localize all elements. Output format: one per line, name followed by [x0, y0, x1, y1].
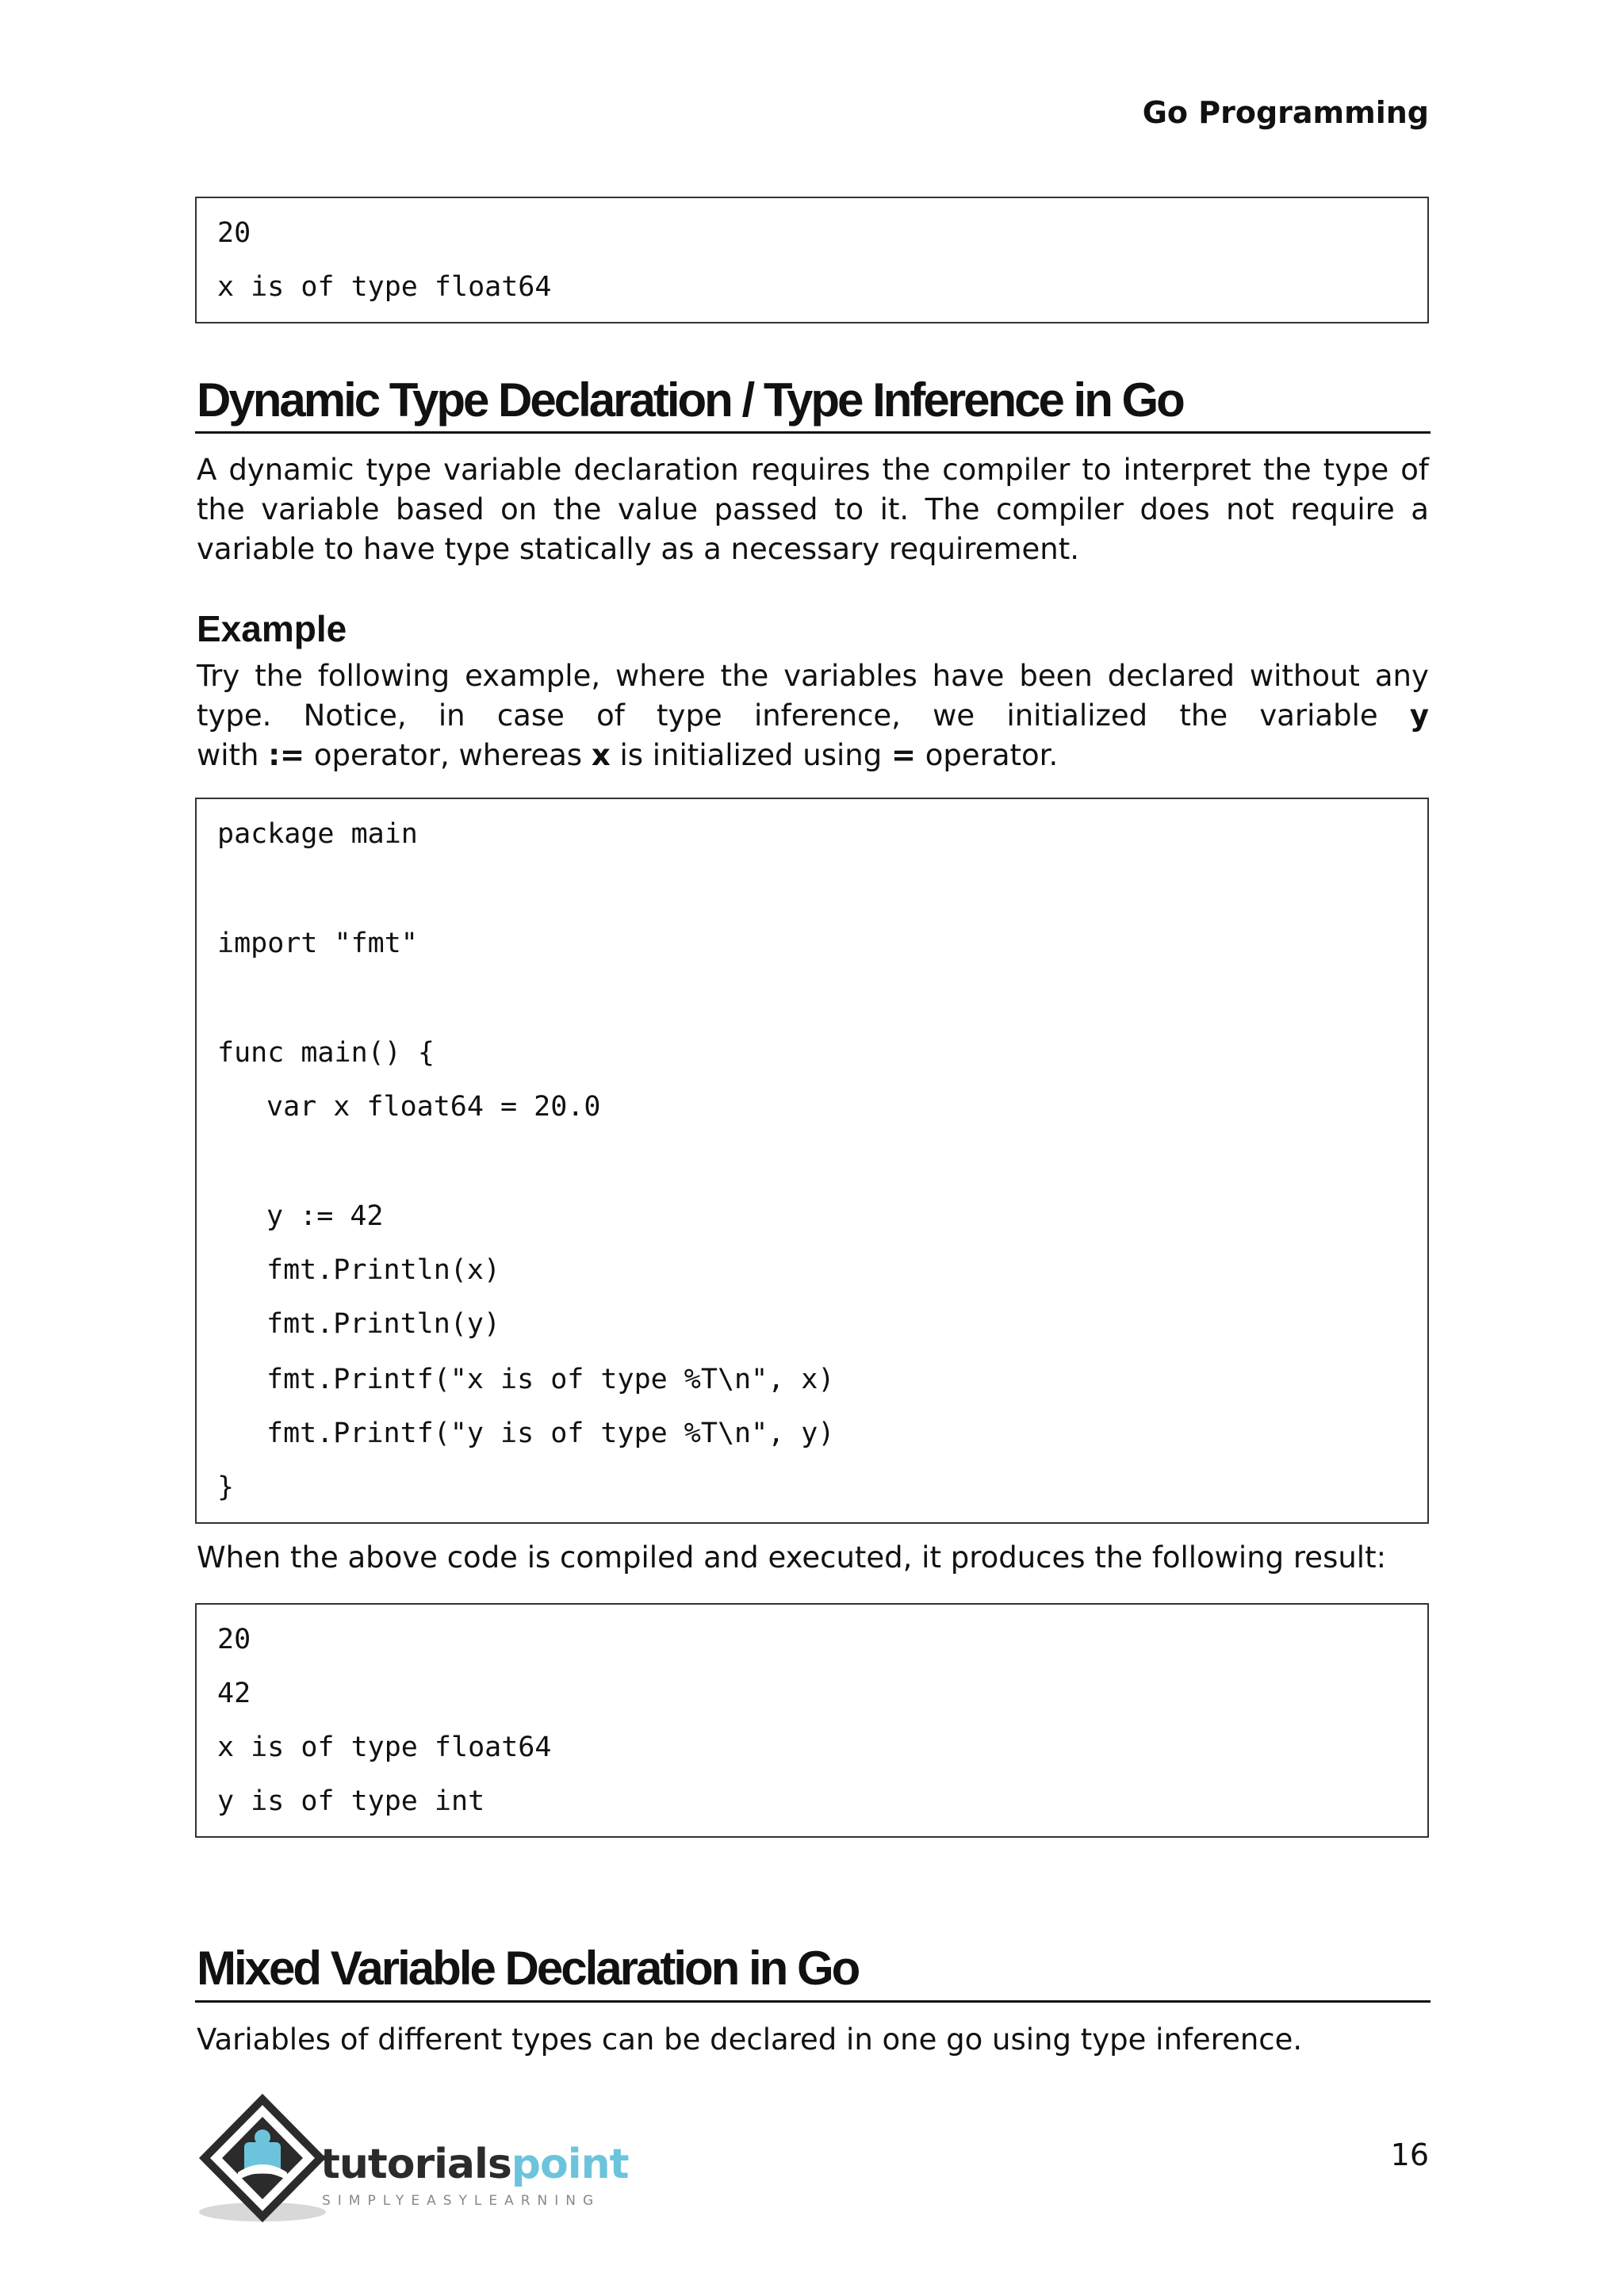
word: value	[617, 492, 699, 526]
intro-text: operator.	[915, 738, 1059, 772]
running-header: Go Programming	[1142, 95, 1429, 130]
word: does	[1139, 492, 1210, 526]
word: Try	[197, 659, 240, 693]
result-intro: When the above code is compiled and executed, it produces the following result:	[197, 1540, 1387, 1575]
heading-rule	[195, 2000, 1431, 2003]
output-line: 42	[217, 1678, 251, 1709]
word: inference,	[753, 698, 901, 733]
word: the	[255, 659, 303, 693]
word: variable	[1259, 698, 1378, 733]
word: have	[932, 659, 1005, 693]
intro-operator: =	[891, 738, 916, 772]
word: been	[1019, 659, 1093, 693]
output-line: x is of type float64	[217, 1732, 552, 1763]
section-paragraph: Variables of different types can be declared in one go using type inference.	[197, 2022, 1303, 2057]
intro-text: with	[197, 738, 269, 772]
heading-rule	[195, 431, 1431, 434]
word: require	[1290, 492, 1395, 526]
word: declared	[1107, 659, 1235, 693]
paragraph-line	[197, 490, 1429, 530]
word: of	[596, 698, 625, 733]
word: the	[1179, 698, 1228, 733]
intro-line	[197, 736, 1429, 775]
code-line: fmt.Println(y)	[266, 1308, 501, 1340]
word: type	[1323, 453, 1389, 487]
word: variable	[261, 492, 380, 526]
output-line: y is of type int	[217, 1785, 485, 1817]
intro-text: operator, whereas	[304, 738, 592, 772]
word: a	[1411, 492, 1429, 526]
word: Notice,	[303, 698, 407, 733]
output-box-1	[195, 197, 1429, 323]
intro-operator: :=	[268, 738, 305, 772]
word: of	[1400, 453, 1429, 487]
section-heading: Mixed Variable Declaration in Go	[197, 1942, 859, 1995]
logo-tagline: SIMPLYEASYLEARNING	[322, 2193, 601, 2209]
word: compiler	[942, 453, 1071, 487]
section-paragraph	[197, 450, 1429, 569]
word: the	[553, 492, 602, 526]
word: in	[438, 698, 465, 733]
word: the	[197, 492, 245, 526]
word: compiler	[995, 492, 1124, 526]
word: type	[366, 453, 432, 487]
page-number: 16	[1390, 2137, 1429, 2172]
code-line: import "fmt"	[217, 928, 418, 959]
word: not	[1226, 492, 1274, 526]
intro-variable: x	[591, 738, 611, 772]
paragraph-line	[197, 450, 1429, 490]
output-line: x is of type float64	[217, 271, 552, 303]
word: the	[1262, 453, 1312, 487]
word: A	[197, 453, 217, 487]
word: type	[657, 698, 722, 733]
code-line: var x float64 = 20.0	[266, 1091, 601, 1123]
example-heading: Example	[197, 608, 347, 649]
word: to	[833, 492, 864, 526]
word: we	[933, 698, 975, 733]
intro-text: is initialized using	[610, 738, 891, 772]
example-intro	[197, 656, 1429, 775]
code-line: func main() {	[217, 1037, 435, 1069]
code-line: fmt.Printf("x is of type %T\n", x)	[266, 1364, 835, 1395]
logo-text-accent: point	[511, 2141, 629, 2188]
paragraph-line: variable to have type statically as a necessary requirement.	[197, 532, 1079, 566]
word: where	[615, 659, 706, 693]
word: on	[500, 492, 538, 526]
word: example,	[465, 659, 601, 693]
word: any	[1374, 659, 1429, 693]
code-line: }	[217, 1471, 235, 1503]
output-line: 20	[217, 1624, 251, 1655]
code-line: package main	[217, 818, 418, 850]
word: to	[1082, 453, 1112, 487]
word: The	[925, 492, 980, 526]
word: the	[720, 659, 769, 693]
word: dynamic	[228, 453, 354, 487]
output-box-2	[195, 1603, 1429, 1838]
tutorialspoint-logo	[195, 2093, 639, 2228]
logo-wordmark	[320, 2141, 628, 2188]
output-line: 20	[217, 217, 251, 249]
intro-line	[197, 656, 1429, 696]
word: the	[882, 453, 931, 487]
code-line: fmt.Printf("y is of type %T\n", y)	[266, 1418, 835, 1449]
code-box	[195, 798, 1429, 1524]
intro-line	[197, 696, 1429, 736]
word: based	[395, 492, 485, 526]
word: without	[1249, 659, 1360, 693]
word: interpret	[1123, 453, 1251, 487]
word: requires	[750, 453, 871, 487]
word: initialized	[1006, 698, 1148, 733]
word: type.	[197, 698, 272, 733]
section-heading: Dynamic Type Declaration / Type Inference in Go	[197, 373, 1183, 427]
word: passed	[714, 492, 818, 526]
word: case	[496, 698, 565, 733]
word: it.	[879, 492, 910, 526]
word: following	[317, 659, 450, 693]
word: declaration	[573, 453, 739, 487]
word: variable	[443, 453, 562, 487]
word: variables	[783, 659, 917, 693]
logo-text: tutorials	[320, 2141, 511, 2188]
code-line: fmt.Println(x)	[266, 1254, 501, 1286]
intro-variable: y	[1409, 698, 1429, 733]
code-line: y := 42	[266, 1200, 384, 1232]
